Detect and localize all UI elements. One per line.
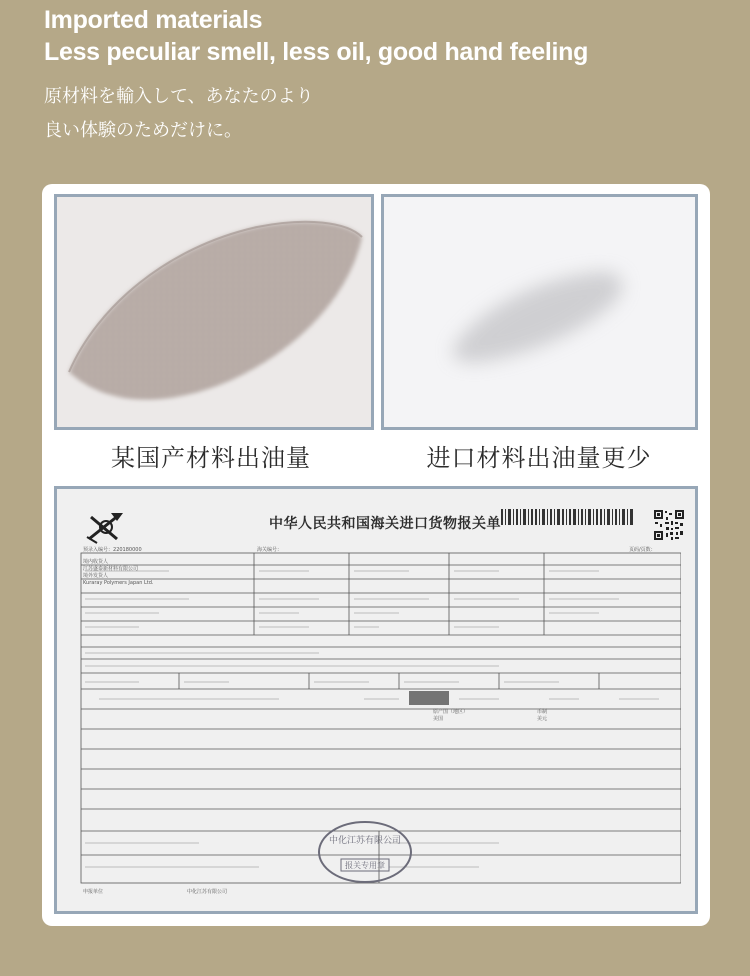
seal-sub-text: 报关专用章 [345, 861, 385, 870]
hero-title-line-1: Imported materials [44, 6, 263, 34]
domestic-material-caption: 某国产材料出油量 [111, 444, 311, 472]
consignee-label: 境内收货人 [83, 559, 109, 565]
imported-oil-stain-photo [381, 194, 698, 430]
currency-value: 美元 [537, 716, 548, 722]
customs-declaration-document [54, 486, 698, 914]
origin-label: 原产国（地区） [433, 709, 469, 715]
customs-number-label: 海关编号： [257, 547, 283, 553]
declaration-title: 中华人民共和国海关进口货物报关单 [269, 516, 501, 532]
barcode-icon [501, 509, 633, 525]
currency-label: 币制 [537, 709, 548, 715]
hero-title [44, 4, 588, 68]
declarant-value: 中化江苏有限公司 [187, 889, 228, 895]
preentry-label: 预录入编号： [83, 547, 114, 553]
customs-seal [315, 817, 415, 887]
small-oil-stain-image [384, 197, 695, 427]
qr-code-icon [653, 509, 685, 541]
consignee-name: 江苏盛泰新材料有限公司 [83, 566, 139, 572]
customs-emblem-icon [85, 509, 127, 545]
comparison-card [42, 184, 710, 926]
customs-seal-stamp-icon [315, 817, 415, 887]
seal-company-text: 中化江苏有限公司 [328, 836, 402, 846]
large-oil-stain-image [57, 197, 371, 427]
japanese-tagline-line-1: 原材料を輸入して、あなたのより [44, 86, 314, 107]
consignor-label: 境外发货人 [83, 573, 109, 579]
domestic-oil-stain-photo [54, 194, 374, 430]
origin-value: 美国 [433, 716, 444, 722]
japanese-tagline [44, 80, 314, 148]
preentry-number: 220180000 [113, 547, 142, 553]
page-number-label: 页码/页数： [629, 547, 656, 553]
hero-title-line-2: Less peculiar smell, less oil, good hand feeling [44, 38, 589, 66]
imported-material-caption: 进口材料出油量更少 [426, 444, 652, 472]
declarant-label: 申报单位 [83, 889, 104, 895]
japanese-tagline-line-2: 良い体験のためだけに。 [44, 120, 242, 141]
consignor-name: Kuraray Polymers Japan Ltd. [83, 580, 154, 586]
